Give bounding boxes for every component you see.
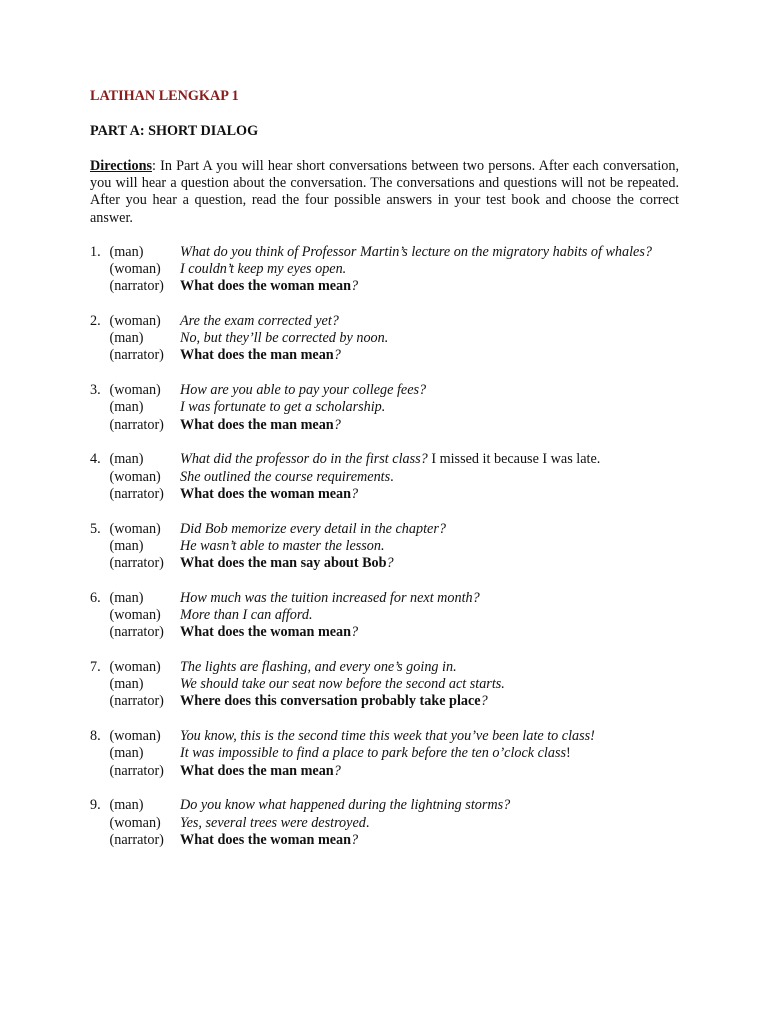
speaker-label: (man)	[109, 399, 144, 416]
item-number: 2.	[90, 313, 101, 330]
speaker-label: (woman)	[109, 382, 161, 399]
speaker-label: (woman)	[109, 313, 161, 330]
dialog-text: What did the professor do in the first class? I missed it because I was late.	[180, 451, 601, 468]
speaker-label: (man)	[109, 797, 144, 814]
question-text: What does the woman mean?	[180, 624, 359, 641]
question-line	[90, 555, 679, 572]
item-number: 7.	[90, 659, 101, 676]
speaker-label: (man)	[109, 676, 144, 693]
dialog-line	[90, 797, 679, 814]
speaker-label: (woman)	[109, 728, 161, 745]
dialog-text: Yes, several trees were destroyed.	[180, 814, 370, 831]
question-text: What does the woman mean?	[180, 278, 359, 295]
dialog-item-4	[90, 451, 679, 503]
question-line	[90, 278, 679, 295]
speaker-label: (narrator)	[109, 278, 164, 295]
speaker-cell	[90, 607, 180, 624]
speaker-cell	[90, 693, 180, 710]
speaker-cell	[90, 451, 180, 468]
dialog-line	[90, 745, 679, 762]
speaker-cell	[90, 278, 180, 295]
item-number: 1.	[90, 243, 101, 260]
speaker-cell	[90, 728, 180, 745]
directions-text: : In Part A you will hear short conversations between two persons. After each conversation, you will hear a question about the conversation. The conversations and questions will not be repeated. After you hear a question, read the four possible answers in your test book and choose the correct answer.	[90, 158, 679, 226]
speaker-label: (man)	[109, 537, 144, 554]
speaker-label: (woman)	[109, 520, 161, 537]
question-text: What does the man mean?	[180, 347, 341, 364]
speaker-label: (woman)	[109, 261, 161, 278]
speaker-label: (narrator)	[109, 624, 164, 641]
item-number: 8.	[90, 728, 101, 745]
dialog-item-5	[90, 521, 679, 573]
dialog-text: He wasn’t able to master the lesson.	[180, 537, 385, 554]
speaker-cell	[90, 624, 180, 641]
speaker-label: (woman)	[109, 607, 161, 624]
speaker-label: (man)	[109, 589, 144, 606]
speaker-label: (narrator)	[109, 416, 164, 433]
question-text: Where does this conversation probably take place?	[180, 693, 488, 710]
dialog-item-9	[90, 797, 679, 849]
speaker-cell	[90, 486, 180, 503]
speaker-label: (woman)	[109, 814, 161, 831]
dialog-item-7	[90, 659, 679, 711]
question-line	[90, 693, 679, 710]
speaker-label: (woman)	[109, 468, 161, 485]
dialog-text: I was fortunate to get a scholarship.	[180, 399, 386, 416]
dialog-line	[90, 399, 679, 416]
question-text: What does the man mean?	[180, 416, 341, 433]
dialog-text: Are the exam corrected yet?	[180, 313, 339, 330]
speaker-cell	[90, 313, 180, 330]
dialog-text: What do you think of Professor Martin’s lecture on the migratory habits of whales?	[180, 243, 652, 260]
item-number: 4.	[90, 451, 101, 468]
dialog-text: You know, this is the second time this week that you’ve been late to class!	[180, 728, 595, 745]
dialog-line	[90, 521, 679, 538]
dialog-line	[90, 244, 679, 261]
speaker-label: (narrator)	[109, 693, 164, 710]
speaker-cell	[90, 676, 180, 693]
speaker-cell	[90, 244, 180, 261]
dialog-item-6	[90, 590, 679, 642]
speaker-cell	[90, 261, 180, 278]
dialog-text: How are you able to pay your college fees?	[180, 382, 427, 399]
speaker-cell	[90, 797, 180, 814]
speaker-label: (narrator)	[109, 831, 164, 848]
speaker-label: (man)	[109, 330, 144, 347]
speaker-cell	[90, 555, 180, 572]
question-text: What does the man mean?	[180, 762, 341, 779]
speaker-cell	[90, 659, 180, 676]
directions-paragraph	[90, 158, 679, 227]
dialog-line	[90, 313, 679, 330]
dialog-line	[90, 659, 679, 676]
speaker-cell	[90, 382, 180, 399]
dialog-item-1	[90, 244, 679, 296]
speaker-label: (narrator)	[109, 762, 164, 779]
dialog-text: More than I can afford.	[180, 607, 313, 624]
speaker-label: (man)	[109, 451, 144, 468]
dialog-line	[90, 590, 679, 607]
speaker-cell	[90, 399, 180, 416]
directions-label: Directions	[90, 158, 152, 174]
dialog-line	[90, 607, 679, 624]
dialog-text: She outlined the course requirements.	[180, 468, 394, 485]
dialog-text: How much was the tuition increased for next month?	[180, 589, 480, 606]
speaker-label: (narrator)	[109, 347, 164, 364]
speaker-cell	[90, 347, 180, 364]
speaker-cell	[90, 832, 180, 849]
question-line	[90, 763, 679, 780]
dialog-text: Did Bob memorize every detail in the chapter?	[180, 520, 446, 537]
speaker-cell	[90, 330, 180, 347]
speaker-cell	[90, 469, 180, 486]
dialog-line	[90, 451, 679, 468]
dialog-text: We should take our seat now before the second act starts.	[180, 676, 505, 693]
dialog-line	[90, 538, 679, 555]
question-text: What does the woman mean?	[180, 485, 359, 502]
dialog-text: It was impossible to find a place to park before the ten o’clock class!	[180, 745, 571, 762]
speaker-label: (man)	[109, 745, 144, 762]
speaker-label: (narrator)	[109, 485, 164, 502]
speaker-cell	[90, 538, 180, 555]
document-title: LATIHAN LENGKAP 1	[90, 88, 239, 104]
dialog-text: No, but they’ll be corrected by noon.	[180, 330, 389, 347]
dialog-line	[90, 330, 679, 347]
dialog-line	[90, 382, 679, 399]
dialog-list	[90, 244, 679, 849]
speaker-label: (man)	[109, 243, 144, 260]
question-line	[90, 832, 679, 849]
dialog-line	[90, 676, 679, 693]
question-line	[90, 624, 679, 641]
dialog-text: I couldn’t keep my eyes open.	[180, 261, 347, 278]
item-number: 6.	[90, 589, 101, 606]
speaker-label: (woman)	[109, 659, 161, 676]
item-number: 5.	[90, 520, 101, 537]
speaker-cell	[90, 417, 180, 434]
speaker-cell	[90, 763, 180, 780]
document-page	[90, 88, 679, 867]
question-line	[90, 486, 679, 503]
dialog-text: The lights are flashing, and every one’s going in.	[180, 659, 457, 676]
speaker-cell	[90, 590, 180, 607]
dialog-line	[90, 815, 679, 832]
question-text: What does the woman mean?	[180, 831, 359, 848]
question-line	[90, 417, 679, 434]
item-number: 9.	[90, 797, 101, 814]
speaker-cell	[90, 521, 180, 538]
dialog-item-3	[90, 382, 679, 434]
speaker-cell	[90, 745, 180, 762]
dialog-line	[90, 469, 679, 486]
dialog-item-8	[90, 728, 679, 780]
question-text: What does the man say about Bob?	[180, 555, 394, 572]
question-line	[90, 347, 679, 364]
dialog-text: Do you know what happened during the lightning storms?	[180, 797, 511, 814]
dialog-line	[90, 261, 679, 278]
dialog-line	[90, 728, 679, 745]
dialog-item-2	[90, 313, 679, 365]
speaker-cell	[90, 815, 180, 832]
speaker-label: (narrator)	[109, 555, 164, 572]
part-heading: PART A: SHORT DIALOG	[90, 123, 259, 139]
item-number: 3.	[90, 382, 101, 399]
